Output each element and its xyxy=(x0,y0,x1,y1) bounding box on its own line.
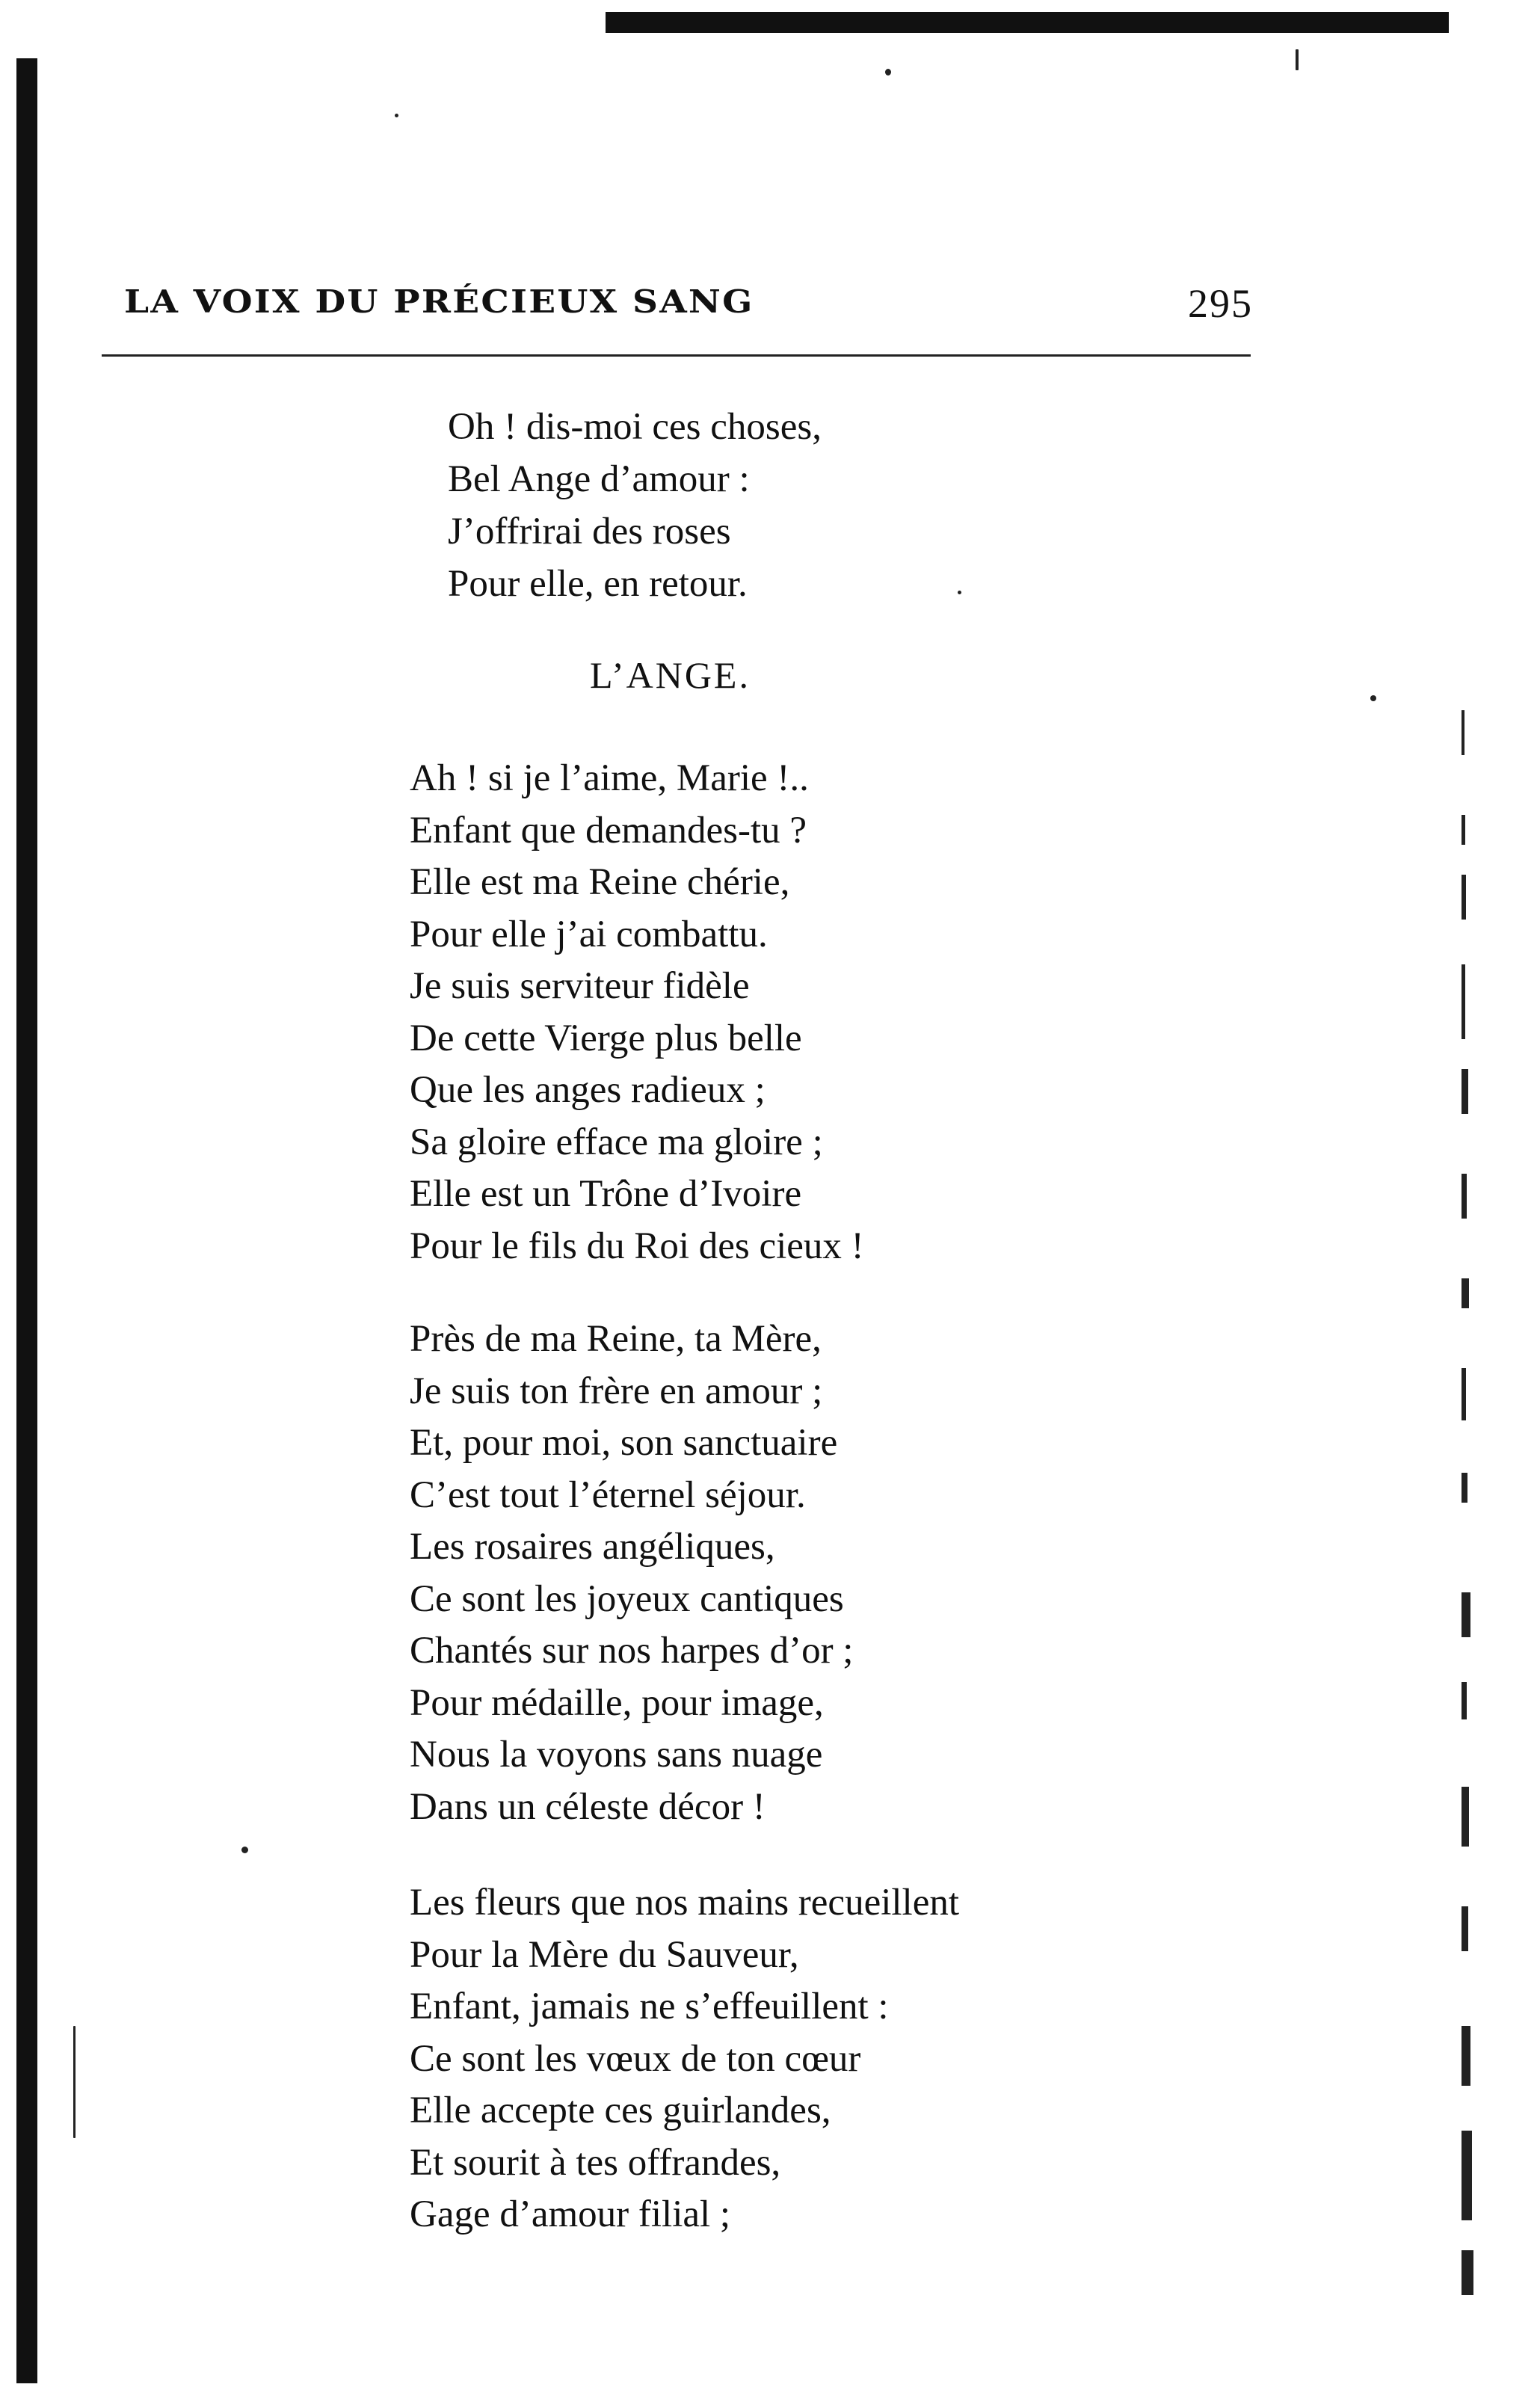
page-number: 295 xyxy=(1188,281,1253,326)
scan-right-margin-noise xyxy=(1462,710,1514,2310)
scan-speck xyxy=(395,114,398,117)
verse-line: Gage d’amour filial ; xyxy=(410,2193,731,2235)
scan-speck xyxy=(958,591,961,594)
verse-line: Sa gloire efface ma gloire ; xyxy=(410,1121,823,1163)
verse-line: Ce sont les joyeux cantiques xyxy=(410,1578,844,1620)
scan-speck xyxy=(1296,49,1299,70)
verse-line: Pour le fils du Roi des cieux ! xyxy=(410,1225,864,1267)
scan-speck xyxy=(241,1847,248,1853)
verse-line: Enfant que demandes-tu ? xyxy=(410,810,807,852)
verse-line: Près de ma Reine, ta Mère, xyxy=(410,1318,822,1360)
verse-line: Ah ! si je l’aime, Marie !.. xyxy=(410,757,809,799)
verse-line: Et sourit à tes offrandes, xyxy=(410,2142,781,2184)
verse-line: C’est tout l’éternel séjour. xyxy=(410,1474,806,1516)
header-rule xyxy=(102,354,1251,357)
speaker-heading: L’ANGE. xyxy=(590,654,751,696)
scan-speck xyxy=(73,2026,76,2138)
verse-line: J’offrirai des roses xyxy=(448,511,731,552)
verse-line: Enfant, jamais ne s’effeuillent : xyxy=(410,1986,889,2027)
verse-line: Pour elle j’ai combattu. xyxy=(410,914,768,955)
verse-line: Et, pour moi, son sanctuaire xyxy=(410,1422,838,1464)
running-head: LA VOIX DU PRÉCIEUX SANG xyxy=(124,283,754,320)
verse-line: Oh ! dis-moi ces choses, xyxy=(448,406,822,448)
verse-line: Dans un céleste décor ! xyxy=(410,1786,766,1828)
verse-line: De cette Vierge plus belle xyxy=(410,1017,802,1059)
page-header xyxy=(102,280,1253,333)
verse-line: Elle est ma Reine chérie, xyxy=(410,861,790,903)
verse-line: Elle est un Trône d’Ivoire xyxy=(410,1173,802,1215)
scan-left-edge xyxy=(16,58,37,2383)
verse-line: Pour elle, en retour. xyxy=(448,563,748,605)
verse-line: Chantés sur nos harpes d’or ; xyxy=(410,1630,854,1672)
verse-line: Que les anges radieux ; xyxy=(410,1069,766,1111)
verse-line: Les rosaires angéliques, xyxy=(410,1526,775,1568)
verse-line: Je suis ton frère en amour ; xyxy=(410,1370,823,1412)
verse-line: Ce sont les vœux de ton cœur xyxy=(410,2038,861,2080)
verse-line: Pour la Mère du Sauveur, xyxy=(410,1934,799,1976)
verse-line: Les fleurs que nos mains recueillent xyxy=(410,1882,960,1924)
verse-line: Elle accepte ces guirlandes, xyxy=(410,2090,831,2131)
scan-speck xyxy=(885,69,891,76)
verse-line: Nous la voyons sans nuage xyxy=(410,1734,823,1776)
verse-line: Je suis serviteur fidèle xyxy=(410,965,750,1007)
verse-line: Pour médaille, pour image, xyxy=(410,1682,824,1724)
scan-speck xyxy=(1370,695,1376,701)
verse-line: Bel Ange d’amour : xyxy=(448,458,750,500)
scan-top-border-thin xyxy=(606,30,1129,33)
